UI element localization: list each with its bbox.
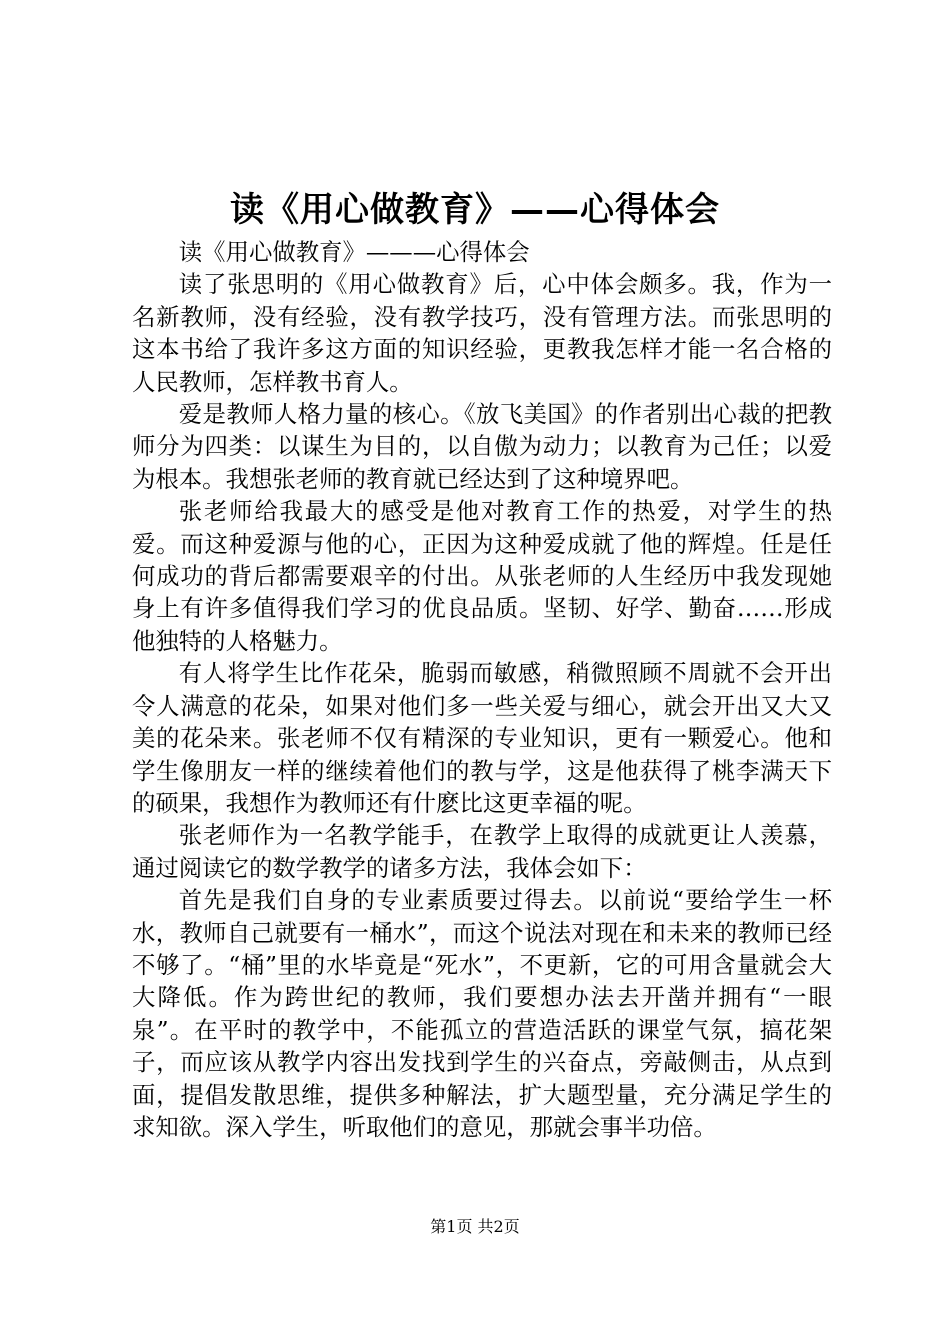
page-footer: 第1页 共2页 [430,1217,520,1236]
paragraph: 张老师作为一名教学能手，在教学上取得的成就更让人羡慕，通过阅读它的数学教学的诸多方法，我体会如下： [132,821,832,882]
document-title: 读《用心做教育》——心得体会 [230,190,720,230]
paragraph: 首先是我们自身的专业素质要过得去。以前说“要给学生一杯水，教师自己就要有一桶水”，而这个说法对现在和未来的教师已经不够了。“桶”里的水毕竟是“死水”，不更新，它的可用含量就会大大降低。作为跨世纪的教师，我们要想办法去开凿并拥有“一眼泉”。在平时的教学中，不能孤立的营造活跃的课堂气氛，搞花架子，而应该从教学内容出发找到学生的兴奋点，旁敲侧击，从点到面，提倡发散思维，提供多种解法，扩大题型量，充分满足学生的求知欲。深入学生，听取他们的意见，那就会事半功倍。 [132,886,832,1141]
paragraph-subtitle: 读《用心做教育》———心得体会 [178,238,530,266]
paragraph: 爱是教师人格力量的核心。《放飞美国》的作者别出心裁的把教师分为四类：以谋生为目的，以自傲为动力；以教育为己任；以爱为根本。我想张老师的教育就已经达到了这种境界吧。 [132,400,832,493]
paragraph: 读了张思明的《用心做教育》后，心中体会颇多。我，作为一名新教师，没有经验，没有教学技巧，没有管理方法。而张思明的这本书给了我许多这方面的知识经验，更教我怎样才能一名合格的人民教师，怎样教书育人。 [132,270,832,396]
document-body [132,236,832,1143]
paragraph: 张老师给我最大的感受是他对教育工作的热爱，对学生的热爱。而这种爱源与他的心，正因为这种爱成就了他的辉煌。任是任何成功的背后都需要艰辛的付出。从张老师的人生经历中我发现她身上有许多值得我们学习的优良品质。坚韧、好学、勤奋……形成他独特的人格魅力。 [132,497,832,655]
paragraph: 有人将学生比作花朵，脆弱而敏感，稍微照顾不周就不会开出令人满意的花朵，如果对他们多一些关爱与细心，就会开出又大又美的花朵来。张老师不仅有精深的专业知识，更有一颗爱心。他和学生像朋友一样的继续着他们的教与学，这是他获得了桃李满天下的硕果，我想作为教师还有什麽比这更幸福的呢。 [132,659,832,817]
